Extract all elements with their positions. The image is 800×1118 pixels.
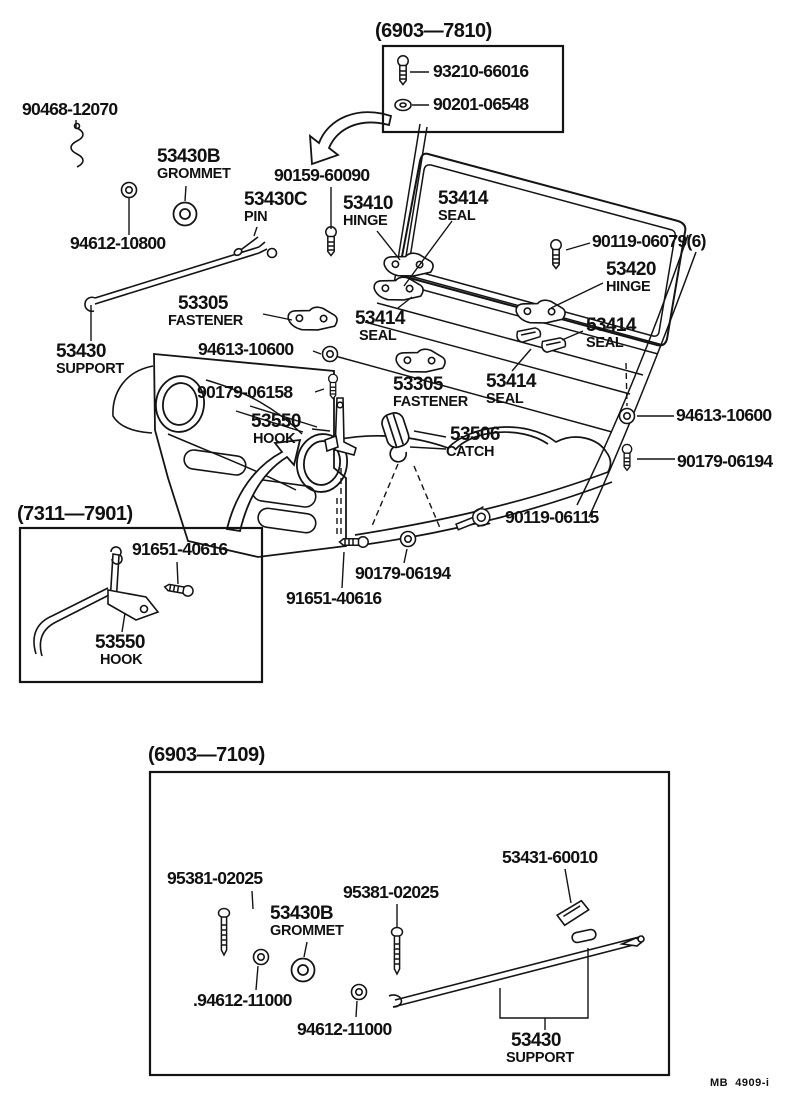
- part-number: 53305: [393, 374, 443, 395]
- screw-icon: [392, 928, 403, 975]
- part-number: 91651-40616: [132, 539, 228, 559]
- part-label: [157, 147, 231, 182]
- part-label: [270, 904, 344, 939]
- part-name: GROMMET: [270, 922, 344, 939]
- range-label: (6903—7810): [375, 20, 492, 42]
- part-name: SEAL: [438, 207, 476, 224]
- nut-icon: [323, 347, 338, 362]
- part-number: 53431-60010: [502, 847, 598, 867]
- part-number: 53430: [56, 341, 106, 362]
- fastener-icon: [395, 345, 447, 376]
- part-number: 90159-60090: [274, 165, 370, 185]
- seal-icon: [516, 326, 541, 345]
- part-number: 94612-10800: [70, 233, 166, 253]
- part-number: 53420: [606, 259, 656, 280]
- part-label: [95, 633, 145, 668]
- bolt-icon: [326, 227, 336, 256]
- curved-arrow-top: [310, 112, 391, 164]
- part-number: 53550: [95, 632, 145, 653]
- part-label: [676, 406, 771, 424]
- screw-icon: [329, 374, 338, 398]
- inset-box-bottom: [150, 772, 669, 1075]
- part-number: 53305: [178, 293, 228, 314]
- part-number: 94613-10600: [676, 405, 772, 425]
- part-label: [355, 309, 405, 344]
- clip-icon: [556, 900, 591, 926]
- part-label: [167, 869, 262, 887]
- part-name: SEAL: [359, 327, 397, 344]
- fastener-icon: [287, 303, 339, 334]
- part-label: [22, 100, 117, 118]
- part-label: [433, 62, 528, 80]
- nut-icon: [254, 950, 269, 965]
- part-number: 53430B: [157, 146, 220, 167]
- part-label: [197, 383, 292, 401]
- part-number: 94613-10600: [198, 339, 294, 359]
- hook-icon: [325, 398, 356, 455]
- part-label: [433, 95, 528, 113]
- part-label: [355, 564, 450, 582]
- nut-icon: [352, 985, 367, 1000]
- part-label: [506, 1030, 574, 1066]
- part-number: 53430C: [244, 189, 307, 210]
- part-name: SUPPORT: [56, 360, 124, 377]
- part-number: 53430B: [270, 903, 333, 924]
- part-label: [592, 232, 706, 250]
- part-name: SEAL: [486, 390, 524, 407]
- grommet-icon: [401, 532, 416, 547]
- switch-bolt-icon: [454, 506, 493, 536]
- part-name: SUPPORT: [506, 1049, 574, 1066]
- part-label: [502, 848, 597, 866]
- nut-icon: [122, 183, 137, 198]
- part-label: [486, 372, 536, 407]
- part-name: SEAL: [586, 334, 624, 351]
- part-number: 53414: [486, 371, 536, 392]
- support-rod: [389, 929, 644, 1007]
- part-number: 90119-06115: [505, 507, 599, 527]
- part-label: [56, 342, 124, 377]
- grommet-icon: [292, 959, 315, 982]
- part-name: FASTENER: [168, 312, 243, 329]
- curved-arrow-panel: [227, 440, 300, 531]
- part-name: CATCH: [446, 443, 495, 460]
- part-number: 53414: [438, 188, 488, 209]
- part-label: [244, 190, 307, 225]
- part-number: 53506: [450, 424, 500, 445]
- part-number: 93210-66016: [433, 61, 529, 81]
- part-number: 53550: [251, 411, 301, 432]
- range-label: (7311—7901): [17, 503, 133, 525]
- part-label: [343, 883, 438, 901]
- part-label: [274, 166, 369, 184]
- part-name: GROMMET: [157, 165, 231, 182]
- spring-pin-icon: [71, 124, 83, 168]
- part-number: 90179-06158: [197, 382, 293, 402]
- part-label: [251, 412, 301, 447]
- grommet-icon: [174, 203, 197, 226]
- part-label: [606, 260, 656, 295]
- part-name: FASTENER: [393, 393, 468, 410]
- part-number: 95381-02025: [167, 868, 263, 888]
- hinge-icon: [383, 249, 435, 280]
- part-label: [505, 508, 599, 526]
- bolt-icon: [340, 537, 369, 547]
- part-number: 90119-06079(6): [592, 231, 706, 251]
- figure-code: MB 4909-i: [710, 1077, 770, 1089]
- screw-icon: [219, 909, 230, 956]
- bolt-icon: [622, 444, 631, 470]
- part-number: .94612-11000: [193, 990, 292, 1010]
- grommet-icon: [395, 100, 411, 111]
- part-number: 53414: [586, 315, 636, 336]
- inset-box-top: [383, 46, 563, 132]
- part-number: 90179-06194: [355, 563, 451, 583]
- part-label: [586, 316, 636, 351]
- part-label: [297, 1020, 392, 1038]
- part-number: 53430: [511, 1030, 561, 1051]
- part-number: 53410: [343, 193, 393, 214]
- part-label: [438, 189, 488, 224]
- part-number: 90179-06194: [677, 451, 773, 471]
- seal-icon: [541, 336, 566, 355]
- part-label: [677, 452, 772, 470]
- part-name: PIN: [244, 208, 268, 225]
- part-name: HOOK: [100, 651, 143, 668]
- part-label: [70, 234, 165, 252]
- nut-icon: [620, 409, 635, 424]
- part-label: [168, 294, 243, 329]
- part-label: [193, 991, 292, 1009]
- part-number: 95381-02025: [343, 882, 439, 902]
- part-name: HINGE: [606, 278, 651, 295]
- part-number: 91651-40616: [286, 588, 382, 608]
- part-name: HOOK: [253, 430, 296, 447]
- part-label: [393, 375, 468, 410]
- part-number: 94612-11000: [297, 1019, 392, 1039]
- part-number: 90201-06548: [433, 94, 529, 114]
- part-label: [343, 194, 393, 229]
- bolt-icon: [551, 240, 561, 269]
- part-label: [132, 540, 227, 558]
- part-label: [286, 589, 381, 607]
- part-number: 53414: [355, 308, 405, 329]
- range-label: (6903—7109): [148, 744, 265, 766]
- part-label: [198, 340, 293, 358]
- bolt-icon: [164, 582, 194, 597]
- bolt-icon: [398, 56, 408, 85]
- part-label: [446, 424, 500, 460]
- part-name: HINGE: [343, 212, 388, 229]
- part-number: 90468-12070: [22, 99, 118, 119]
